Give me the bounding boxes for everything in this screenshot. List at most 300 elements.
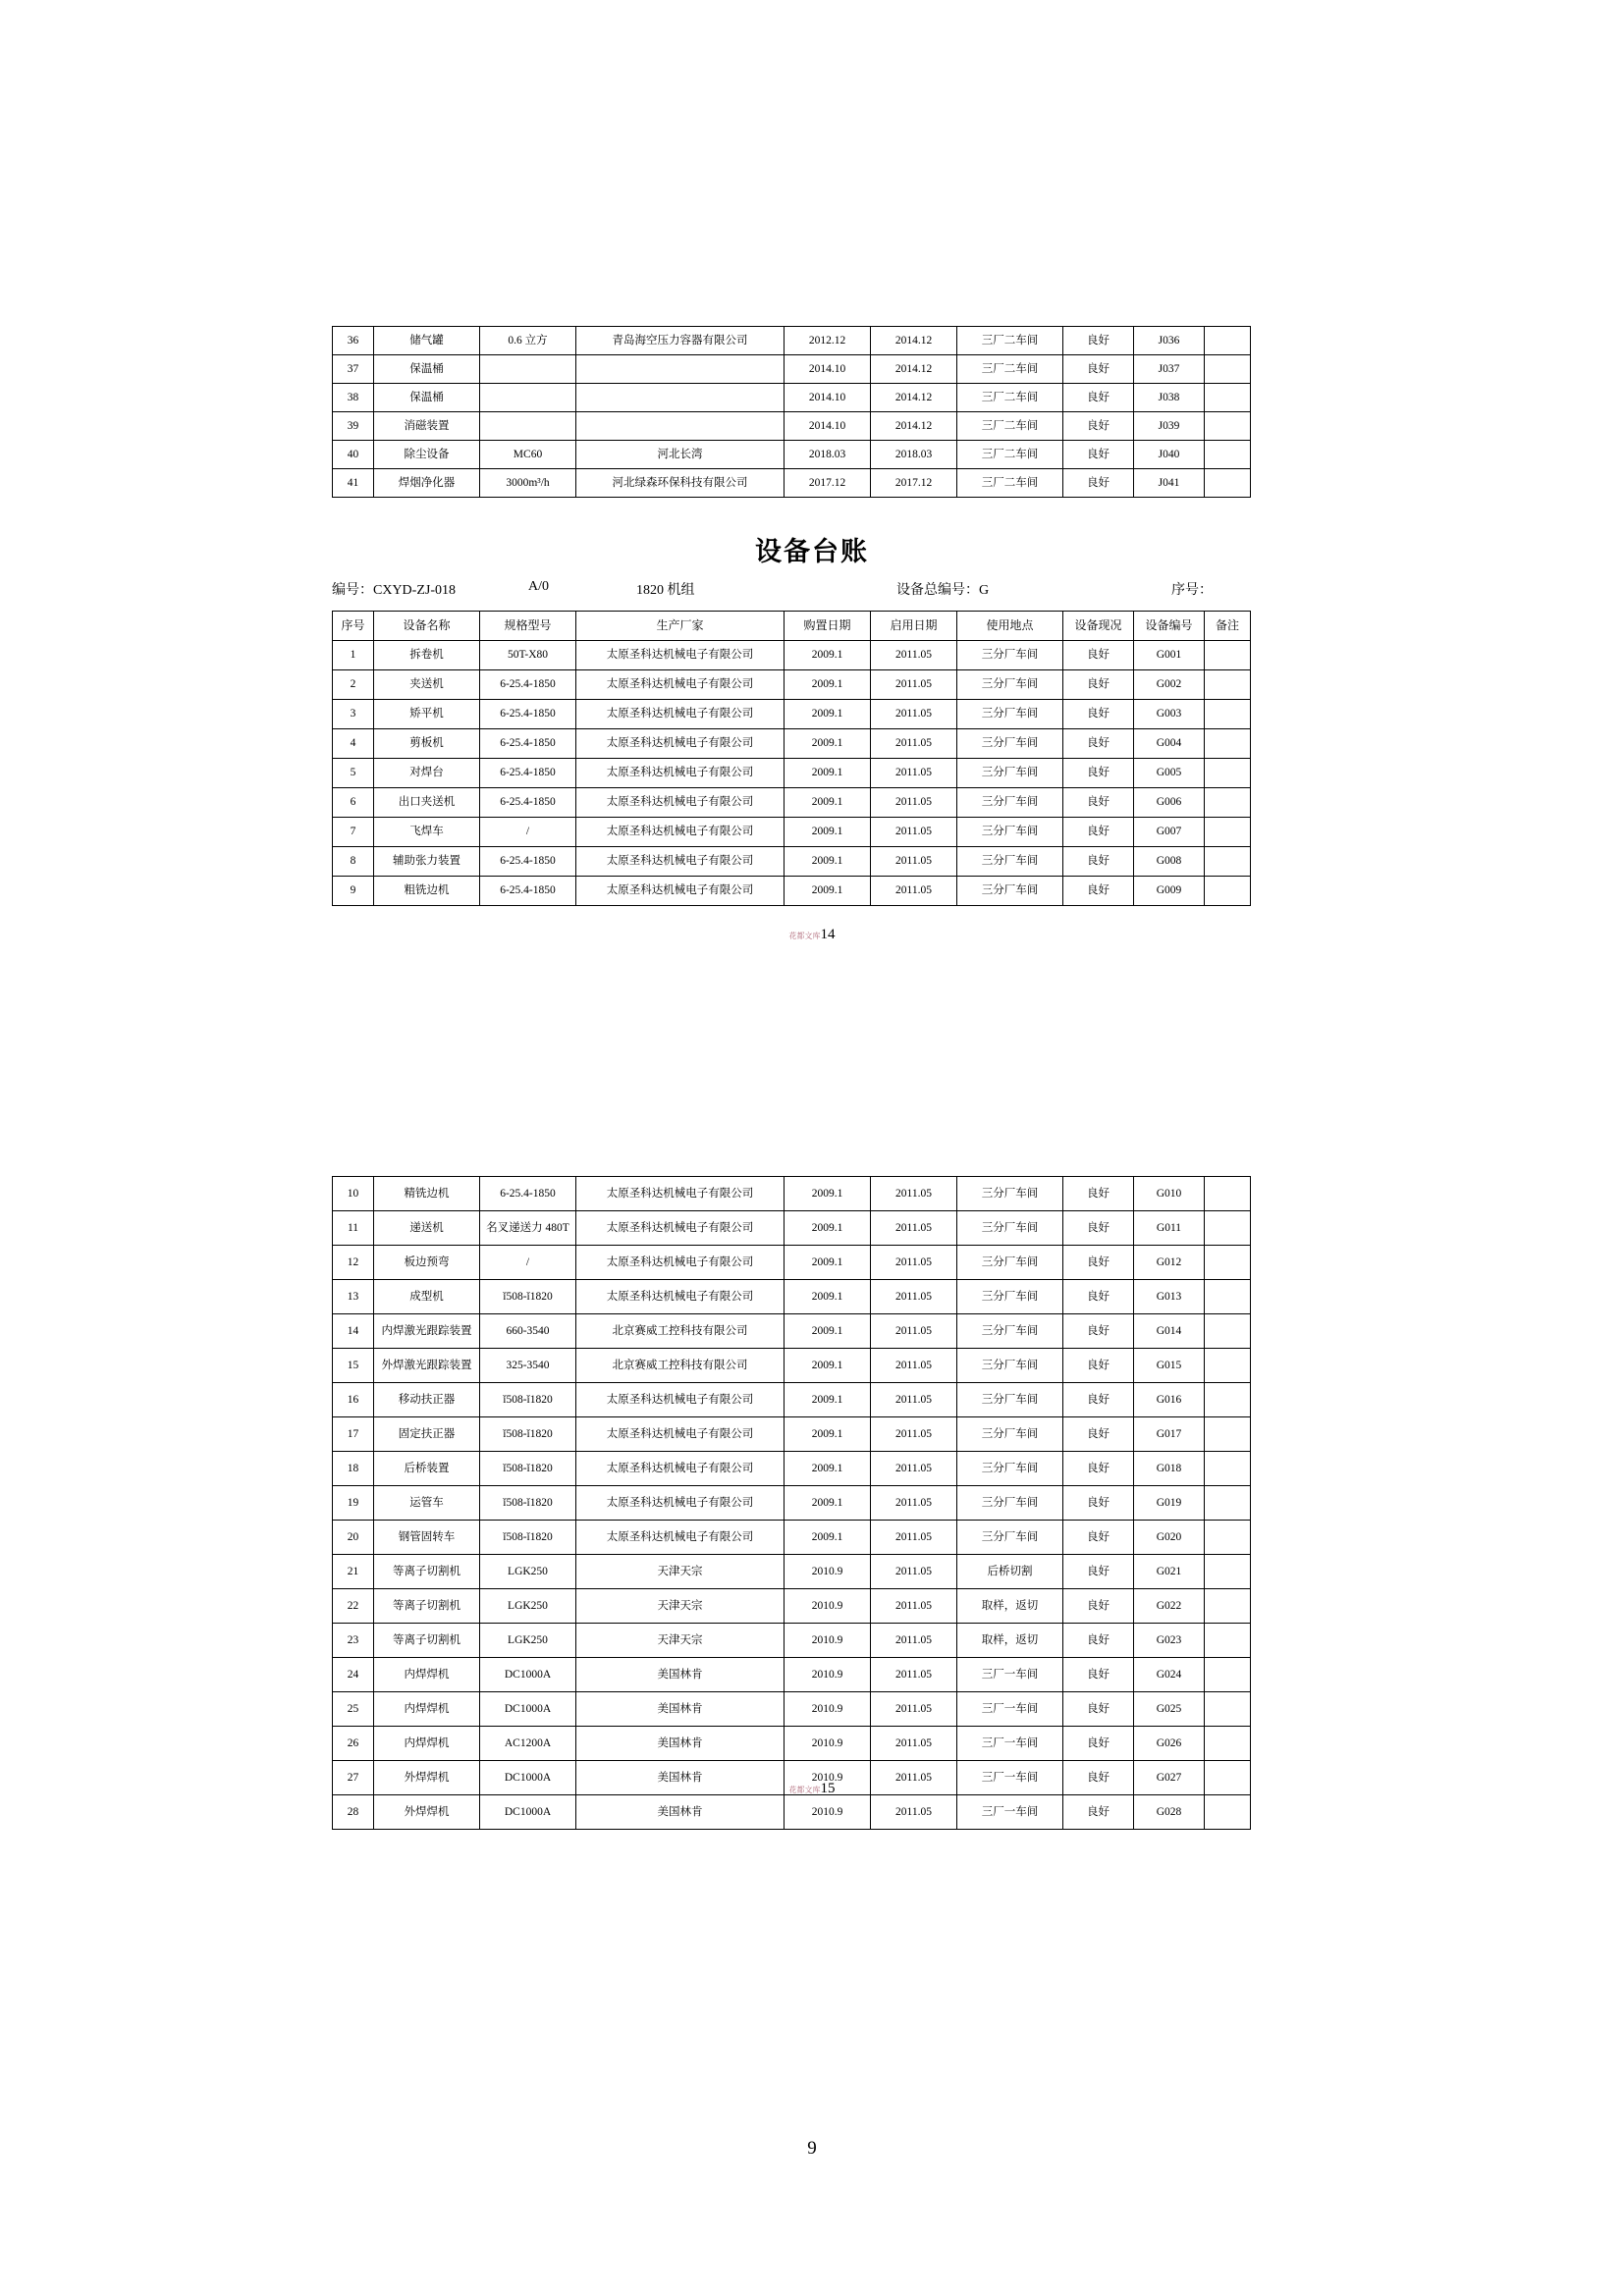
page-title: 设备台账 (755, 537, 869, 566)
table-cell (576, 412, 785, 441)
table-cell: 2009.1 (785, 1417, 871, 1452)
table-cell: ǐ508-ǐ1820 (480, 1280, 576, 1314)
table-cell (1205, 641, 1251, 670)
table-cell: 2 (333, 670, 374, 700)
table-row (333, 877, 1251, 906)
table-cell: 美国林肯 (576, 1692, 785, 1727)
table-cell: 钢管固转车 (374, 1521, 480, 1555)
table-cell (1205, 1555, 1251, 1589)
table-cell: 河北长湾 (576, 441, 785, 469)
table-cell (1205, 877, 1251, 906)
table-cell (1205, 847, 1251, 877)
table-cell: 325-3540 (480, 1349, 576, 1383)
equipment-ledger-main-table (332, 611, 1293, 906)
table-row (333, 788, 1251, 818)
table-cell: G003 (1134, 700, 1205, 729)
column-header: 设备名称 (374, 612, 480, 641)
table-cell: 三分厂车间 (957, 1314, 1063, 1349)
table-cell: G016 (1134, 1383, 1205, 1417)
table-cell: 2009.1 (785, 818, 871, 847)
table-cell: 良好 (1063, 641, 1134, 670)
column-header: 设备编号 (1134, 612, 1205, 641)
meta-revision: A/0 (528, 579, 549, 594)
table-cell: 2011.05 (871, 1589, 957, 1624)
table-cell: 三厂一车间 (957, 1692, 1063, 1727)
table-cell: G001 (1134, 641, 1205, 670)
table-cell: 14 (333, 1314, 374, 1349)
table-cell: LGK250 (480, 1624, 576, 1658)
table-cell: 良好 (1063, 1692, 1134, 1727)
table-cell: 50T-X80 (480, 641, 576, 670)
table-cell: 2011.05 (871, 1486, 957, 1521)
equipment-ledger-second-table (332, 1176, 1293, 1830)
table-cell: 0.6 立方 (480, 327, 576, 355)
table-cell: 保温桶 (374, 355, 480, 384)
table-row (333, 412, 1251, 441)
table-cell: 取样，返切 (957, 1589, 1063, 1624)
table-row (333, 670, 1251, 700)
table-cell: 2011.05 (871, 1727, 957, 1761)
table-cell (480, 412, 576, 441)
table-cell (1205, 384, 1251, 412)
table-cell: 三分厂车间 (957, 729, 1063, 759)
table-cell: 辅助张力装置 (374, 847, 480, 877)
table-cell: 三厂一车间 (957, 1727, 1063, 1761)
table-cell: G017 (1134, 1417, 1205, 1452)
table-cell: 2009.1 (785, 788, 871, 818)
equipment-ledger-continued-table (332, 326, 1293, 498)
table-cell: 良好 (1063, 700, 1134, 729)
table-cell: 三厂一车间 (957, 1795, 1063, 1830)
table-cell: 1 (333, 641, 374, 670)
table-cell: 6-25.4-1850 (480, 759, 576, 788)
meta-total-number: 设备总编号：G (896, 583, 990, 598)
table-cell (1205, 1417, 1251, 1452)
table-cell: G010 (1134, 1177, 1205, 1211)
table-cell: 良好 (1063, 1211, 1134, 1246)
table-cell: 良好 (1063, 355, 1134, 384)
table-cell: LGK250 (480, 1589, 576, 1624)
table-cell: 2011.05 (871, 877, 957, 906)
table-cell: 2014.10 (785, 384, 871, 412)
table-cell: 28 (333, 1795, 374, 1830)
table-cell: 良好 (1063, 847, 1134, 877)
meta-number: 编号：CXYD-ZJ-018 (332, 583, 456, 598)
table-cell: 良好 (1063, 1349, 1134, 1383)
table-cell: 美国林肯 (576, 1658, 785, 1692)
table-cell: G002 (1134, 670, 1205, 700)
page-number: 9 (807, 2138, 817, 2159)
table-cell: 良好 (1063, 1417, 1134, 1452)
table-cell: 固定扶正器 (374, 1417, 480, 1452)
table-cell: 内焊焊机 (374, 1658, 480, 1692)
table-cell: G025 (1134, 1692, 1205, 1727)
table-cell: 3 (333, 700, 374, 729)
table-cell: 37 (333, 355, 374, 384)
table-cell (1205, 1795, 1251, 1830)
table-cell: 2011.05 (871, 1555, 957, 1589)
table-cell: 2009.1 (785, 1246, 871, 1280)
table-cell: 2011.05 (871, 670, 957, 700)
table-cell (480, 355, 576, 384)
table-cell: 三分厂车间 (957, 641, 1063, 670)
table-cell: 2009.1 (785, 641, 871, 670)
table-cell: G014 (1134, 1314, 1205, 1349)
table-header-row (333, 612, 1251, 641)
table-cell: 2017.12 (785, 469, 871, 498)
table-cell: 良好 (1063, 1727, 1134, 1761)
table-cell: 三分厂车间 (957, 1383, 1063, 1417)
table-cell: 后桥装置 (374, 1452, 480, 1486)
table-cell: J039 (1134, 412, 1205, 441)
table-cell: 成型机 (374, 1280, 480, 1314)
table-cell: 4 (333, 729, 374, 759)
table-cell: ǐ508-ǐ1820 (480, 1452, 576, 1486)
table-cell (1205, 1624, 1251, 1658)
table-cell: 三分厂车间 (957, 1280, 1063, 1314)
table-cell: G013 (1134, 1280, 1205, 1314)
column-header: 购置日期 (785, 612, 871, 641)
table-cell: 三分厂车间 (957, 1452, 1063, 1486)
table-cell: 2011.05 (871, 759, 957, 788)
table-cell: 良好 (1063, 469, 1134, 498)
table-cell: 三分厂车间 (957, 1486, 1063, 1521)
table-cell: 良好 (1063, 384, 1134, 412)
table-cell: 10 (333, 1177, 374, 1211)
table-cell: 2011.05 (871, 1692, 957, 1727)
table-cell (576, 384, 785, 412)
table-cell: 等离子切割机 (374, 1555, 480, 1589)
table-cell: G028 (1134, 1795, 1205, 1830)
table-cell: DC1000A (480, 1795, 576, 1830)
table-cell: 三厂二车间 (957, 441, 1063, 469)
table-cell: 2009.1 (785, 1452, 871, 1486)
table-cell: 出口夹送机 (374, 788, 480, 818)
main-table (332, 611, 1251, 906)
table-cell: 三分厂车间 (957, 1349, 1063, 1383)
table-cell: J040 (1134, 441, 1205, 469)
table-cell: / (480, 818, 576, 847)
table-cell: 5 (333, 759, 374, 788)
table-cell: 储气罐 (374, 327, 480, 355)
table-row (333, 1177, 1251, 1211)
table-cell: J041 (1134, 469, 1205, 498)
table-cell: G020 (1134, 1521, 1205, 1555)
table-cell: 2010.9 (785, 1692, 871, 1727)
table-cell (1205, 1692, 1251, 1727)
table-cell: 2018.03 (871, 441, 957, 469)
table-row (333, 1795, 1251, 1830)
table-cell: G011 (1134, 1211, 1205, 1246)
table-cell: DC1000A (480, 1658, 576, 1692)
table-cell: 2009.1 (785, 1211, 871, 1246)
table-cell: 板边预弯 (374, 1246, 480, 1280)
table-cell: 太原圣科达机械电子有限公司 (576, 759, 785, 788)
table-cell: 2011.05 (871, 1211, 957, 1246)
table-row (333, 1349, 1251, 1383)
table-cell: 美国林肯 (576, 1727, 785, 1761)
table-cell: G024 (1134, 1658, 1205, 1692)
table-cell (480, 384, 576, 412)
table-cell: 2014.10 (785, 412, 871, 441)
table-cell: 良好 (1063, 1280, 1134, 1314)
table-cell (1205, 327, 1251, 355)
table-cell: 太原圣科达机械电子有限公司 (576, 1177, 785, 1211)
table-cell: 拆卷机 (374, 641, 480, 670)
table-cell: 12 (333, 1246, 374, 1280)
table-cell: 2010.9 (785, 1555, 871, 1589)
table-cell: 2014.12 (871, 327, 957, 355)
table-row (333, 1417, 1251, 1452)
table-cell: 良好 (1063, 670, 1134, 700)
table-cell: 天津天宗 (576, 1555, 785, 1589)
table-cell: 2011.05 (871, 1349, 957, 1383)
table-cell: 粗铣边机 (374, 877, 480, 906)
table-cell (1205, 1383, 1251, 1417)
table-cell: 太原圣科达机械电子有限公司 (576, 1280, 785, 1314)
table-cell: 良好 (1063, 1452, 1134, 1486)
table-cell: 2009.1 (785, 1521, 871, 1555)
table-cell (1205, 818, 1251, 847)
table-cell: 取样，返切 (957, 1624, 1063, 1658)
table-cell: 24 (333, 1658, 374, 1692)
table-cell: 太原圣科达机械电子有限公司 (576, 641, 785, 670)
table-cell: 15 (333, 1349, 374, 1383)
table-cell: ǐ508-ǐ1820 (480, 1486, 576, 1521)
table-cell: 11 (333, 1211, 374, 1246)
table-cell: 太原圣科达机械电子有限公司 (576, 788, 785, 818)
footnote-number: 15 (820, 1781, 836, 1796)
table-cell: 6-25.4-1850 (480, 847, 576, 877)
table-cell: 飞焊车 (374, 818, 480, 847)
table-cell: 2009.1 (785, 1486, 871, 1521)
table-cell: G021 (1134, 1555, 1205, 1589)
table-cell: 2010.9 (785, 1624, 871, 1658)
table-cell: 良好 (1063, 412, 1134, 441)
table-cell: 13 (333, 1280, 374, 1314)
table-cell (1205, 1658, 1251, 1692)
footnote-first-section (0, 927, 1624, 943)
table-cell: 焊烟净化器 (374, 469, 480, 498)
table-cell: G023 (1134, 1624, 1205, 1658)
table-cell: 良好 (1063, 759, 1134, 788)
table-cell: MC60 (480, 441, 576, 469)
table-cell: 2011.05 (871, 1246, 957, 1280)
table-cell: 良好 (1063, 1624, 1134, 1658)
table-cell: G005 (1134, 759, 1205, 788)
table-cell: 2014.10 (785, 355, 871, 384)
table-cell: 太原圣科达机械电子有限公司 (576, 729, 785, 759)
table-cell: G026 (1134, 1727, 1205, 1761)
table-cell (1205, 1349, 1251, 1383)
table-cell: 太原圣科达机械电子有限公司 (576, 877, 785, 906)
table-cell: 河北绿森环保科技有限公司 (576, 469, 785, 498)
table-row (333, 729, 1251, 759)
table-cell: 2017.12 (871, 469, 957, 498)
table-cell: G015 (1134, 1349, 1205, 1383)
table-cell: 三分厂车间 (957, 847, 1063, 877)
table-cell: ǐ508-ǐ1820 (480, 1521, 576, 1555)
table-cell: 三厂一车间 (957, 1761, 1063, 1795)
table-row (333, 1280, 1251, 1314)
table-cell (1205, 759, 1251, 788)
table-cell: 剪板机 (374, 729, 480, 759)
table-cell: 三分厂车间 (957, 1177, 1063, 1211)
table-cell: 太原圣科达机械电子有限公司 (576, 1452, 785, 1486)
table-cell: DC1000A (480, 1761, 576, 1795)
table-cell: 2011.05 (871, 729, 957, 759)
table-cell: 三厂二车间 (957, 327, 1063, 355)
table-cell: 2011.05 (871, 1658, 957, 1692)
table-cell: 良好 (1063, 1521, 1134, 1555)
table-cell: 19 (333, 1486, 374, 1521)
table-row (333, 1589, 1251, 1624)
table-cell: 2010.9 (785, 1589, 871, 1624)
table-cell: 6-25.4-1850 (480, 700, 576, 729)
table-cell: 6-25.4-1850 (480, 1177, 576, 1211)
table-cell: 23 (333, 1624, 374, 1658)
table-cell: 7 (333, 818, 374, 847)
column-header: 序号 (333, 612, 374, 641)
table-cell: 太原圣科达机械电子有限公司 (576, 670, 785, 700)
table-cell: 太原圣科达机械电子有限公司 (576, 1521, 785, 1555)
table-cell: 2009.1 (785, 729, 871, 759)
table-cell: 2009.1 (785, 670, 871, 700)
footnote-number: 14 (820, 927, 836, 942)
document-meta (332, 579, 1293, 599)
table-cell: 22 (333, 1589, 374, 1624)
table-cell: 2011.05 (871, 847, 957, 877)
table-cell: 北京赛威工控科技有限公司 (576, 1349, 785, 1383)
table-cell (1205, 469, 1251, 498)
table-cell: G027 (1134, 1761, 1205, 1795)
table-row (333, 355, 1251, 384)
column-header: 生产厂家 (576, 612, 785, 641)
table-cell: 三分厂车间 (957, 877, 1063, 906)
table-cell: 运管车 (374, 1486, 480, 1521)
table-cell (1205, 1589, 1251, 1624)
table-cell: G008 (1134, 847, 1205, 877)
table-cell: 2014.12 (871, 384, 957, 412)
table-cell: G004 (1134, 729, 1205, 759)
table-cell: 外焊焊机 (374, 1761, 480, 1795)
table-row (333, 759, 1251, 788)
table-cell: 2009.1 (785, 1314, 871, 1349)
table-row (333, 1727, 1251, 1761)
table-cell (1205, 441, 1251, 469)
table-cell: 美国林肯 (576, 1795, 785, 1830)
column-header: 使用地点 (957, 612, 1063, 641)
table-cell: 三分厂车间 (957, 670, 1063, 700)
table-cell: 2014.12 (871, 355, 957, 384)
table-cell: 9 (333, 877, 374, 906)
table-cell: 三厂二车间 (957, 469, 1063, 498)
table-cell: 6-25.4-1850 (480, 670, 576, 700)
table-cell: 内焊激光跟踪装置 (374, 1314, 480, 1349)
table-cell (1205, 1727, 1251, 1761)
table-row (333, 327, 1251, 355)
table-cell: 良好 (1063, 1314, 1134, 1349)
table-cell: 2011.05 (871, 1314, 957, 1349)
table-cell: 2009.1 (785, 759, 871, 788)
table-cell: 良好 (1063, 877, 1134, 906)
table-row (333, 700, 1251, 729)
table-cell: 太原圣科达机械电子有限公司 (576, 847, 785, 877)
table-cell: 三厂二车间 (957, 384, 1063, 412)
table-row (333, 1452, 1251, 1486)
table-cell: 三分厂车间 (957, 1417, 1063, 1452)
table-cell: J037 (1134, 355, 1205, 384)
table-cell: 2011.05 (871, 818, 957, 847)
table-cell: G007 (1134, 818, 1205, 847)
table-row (333, 469, 1251, 498)
table-cell: 名叉递送力 480T (480, 1211, 576, 1246)
table-cell: 2009.1 (785, 1349, 871, 1383)
table-cell: ǐ508-ǐ1820 (480, 1383, 576, 1417)
table-cell: 6-25.4-1850 (480, 788, 576, 818)
table-cell: 等离子切割机 (374, 1624, 480, 1658)
watermark-text: 花都文库 (788, 1786, 821, 1794)
table-cell: LGK250 (480, 1555, 576, 1589)
table-cell: 17 (333, 1417, 374, 1452)
table-cell: 青岛海空压力容器有限公司 (576, 327, 785, 355)
table-cell: 后桥切割 (957, 1555, 1063, 1589)
table-cell: G022 (1134, 1589, 1205, 1624)
table-cell: 2011.05 (871, 641, 957, 670)
table-cell (1205, 729, 1251, 759)
table-cell: 内焊焊机 (374, 1692, 480, 1727)
top-table (332, 326, 1251, 498)
table-cell: 2014.12 (871, 412, 957, 441)
table-cell (1205, 1486, 1251, 1521)
table-cell: 2009.1 (785, 1383, 871, 1417)
table-cell: 天津天宗 (576, 1589, 785, 1624)
table-cell: 三分厂车间 (957, 818, 1063, 847)
table-cell: / (480, 1246, 576, 1280)
table-cell: 对焊台 (374, 759, 480, 788)
table-cell: 移动扶正器 (374, 1383, 480, 1417)
table-row (333, 441, 1251, 469)
table-cell (1205, 1452, 1251, 1486)
table-cell: 27 (333, 1761, 374, 1795)
table-cell (576, 355, 785, 384)
table-cell: 除尘设备 (374, 441, 480, 469)
table-cell: 40 (333, 441, 374, 469)
table-cell: 2009.1 (785, 1177, 871, 1211)
table-cell: 精铣边机 (374, 1177, 480, 1211)
table-cell: 太原圣科达机械电子有限公司 (576, 1246, 785, 1280)
table-cell (1205, 355, 1251, 384)
table-cell: 2011.05 (871, 1795, 957, 1830)
table-row (333, 818, 1251, 847)
table-cell: 良好 (1063, 327, 1134, 355)
table-cell: 三厂一车间 (957, 1658, 1063, 1692)
table-cell: 良好 (1063, 1658, 1134, 1692)
table-row (333, 847, 1251, 877)
table-cell: J036 (1134, 327, 1205, 355)
table-cell: 2011.05 (871, 700, 957, 729)
table-cell: G018 (1134, 1452, 1205, 1486)
table-cell: G012 (1134, 1246, 1205, 1280)
table-cell: 三厂二车间 (957, 412, 1063, 441)
table-cell: 北京赛威工控科技有限公司 (576, 1314, 785, 1349)
column-header: 启用日期 (871, 612, 957, 641)
table-cell: 太原圣科达机械电子有限公司 (576, 700, 785, 729)
table-cell: 良好 (1063, 1486, 1134, 1521)
table-cell (1205, 670, 1251, 700)
table-cell: 良好 (1063, 1795, 1134, 1830)
table-cell: 8 (333, 847, 374, 877)
